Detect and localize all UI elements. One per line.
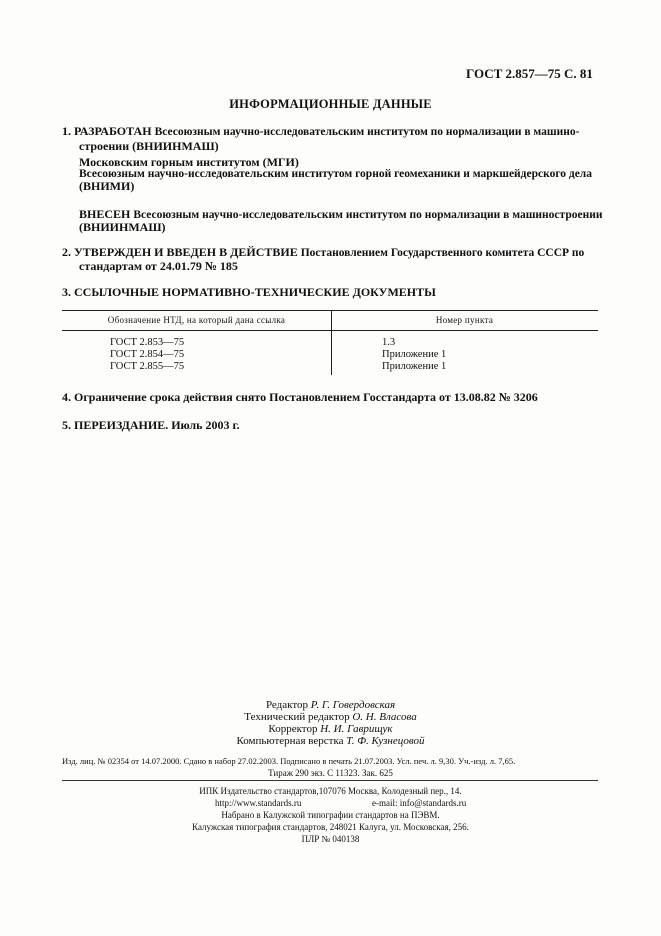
page-header: ГОСТ 2.857—75 С. 81: [466, 66, 593, 81]
info-title: ИНФОРМАЦИОННЫЕ ДАННЫЕ: [229, 97, 432, 111]
credit-name: О. Н. Власова: [352, 711, 417, 723]
vnesen-label: ВНЕСЕН: [79, 207, 131, 221]
credit-role: Компьютерная верстка: [236, 735, 344, 747]
section-3-title: 3. ССЫЛОЧНЫЕ НОРМАТИВНО-ТЕХНИЧЕСКИЕ ДОКУМЕНТЫ: [62, 285, 436, 299]
imprint-line2: Тираж 290 экз. С 11323. Зак. 625: [268, 768, 393, 778]
section-2-text: Постановлением Государственного комитета СССР по: [300, 247, 585, 259]
table-header-ntd: Обозначение НТД, на который дана ссылка: [107, 315, 286, 325]
credit-name: Н. И. Гаврищук: [320, 723, 393, 735]
section-4: 4. Ограничение срока действия снято Постановлением Госстандарта от 13.08.82 № 3206: [62, 390, 538, 404]
credit-role: Редактор: [265, 699, 308, 711]
section-1-line3: Московским горным институтом (МГИ): [79, 155, 299, 169]
table-cell: Приложение 1: [382, 349, 447, 360]
table-top-rule: [62, 310, 598, 311]
footer-rule: [62, 780, 598, 781]
section-2-line2: стандартам от 24.01.79 № 185: [79, 259, 238, 273]
section-5: 5. ПЕРЕИЗДАНИЕ. Июль 2003 г.: [62, 418, 240, 432]
section-1-line1: [62, 124, 579, 140]
table-cell: 1.3: [382, 337, 396, 348]
credit-role: Корректор: [268, 723, 318, 735]
vnesen-text: Всесоюзным научно-исследовательским институтом по нормализации в машиностроении: [133, 209, 603, 221]
table-header-rule: [62, 330, 598, 331]
footer-email: e-mail: info@standards.ru: [372, 798, 467, 808]
section-2-label: 2. УТВЕРЖДЕН И ВВЕДЕН В ДЕЙСТВИЕ: [62, 245, 298, 259]
section-1-line2: строении (ВНИИНМАШ): [79, 139, 219, 153]
credit-layout: [0, 734, 661, 748]
footer-line5: ПЛР № 040138: [301, 834, 360, 844]
table-header-item: Номер пункта: [435, 315, 494, 325]
vnesen-line2: (ВНИИНМАШ): [79, 220, 166, 234]
table-column-divider: [331, 311, 332, 375]
table-cell: ГОСТ 2.855—75: [110, 361, 185, 372]
imprint-line1: Изд. лиц. № 02354 от 14.07.2000. Сдано в набор 27.02.2003. Подписано в печать 21.07.2003. Усл. печ. л. 9,30. Уч.-изд. л. 7,65.: [62, 756, 516, 766]
section-1-label: 1. РАЗРАБОТАН: [62, 124, 152, 138]
credit-name: Т. Ф. Кузнецовой: [346, 735, 425, 747]
footer-line1: ИПК Издательство стандартов,107076 Москва, Колодезный пер., 14.: [199, 786, 462, 796]
credit-name: Р. Г. Говердовская: [310, 699, 396, 711]
table-cell: ГОСТ 2.854—75: [110, 349, 185, 360]
section-1-line4: Всесоюзным научно-исследовательским институтом горной геомеханики и маркшейдерского дела: [79, 168, 593, 180]
footer-line4: Калужская типография стандартов, 248021 Калуга, ул. Московская, 256.: [192, 822, 469, 832]
table-cell: ГОСТ 2.853—75: [110, 337, 185, 348]
footer-url: http://www.standards.ru: [215, 798, 302, 808]
table-cell: Приложение 1: [382, 361, 447, 372]
footer-line3: Набрано в Калужской типографии стандартов на ПЭВМ.: [221, 810, 440, 820]
credit-role: Технический редактор: [244, 711, 350, 723]
section-1-line5: (ВНИМИ): [79, 179, 135, 193]
section-1-text: Всесоюзным научно-исследовательским институтом по нормализации в машино-: [154, 126, 580, 138]
